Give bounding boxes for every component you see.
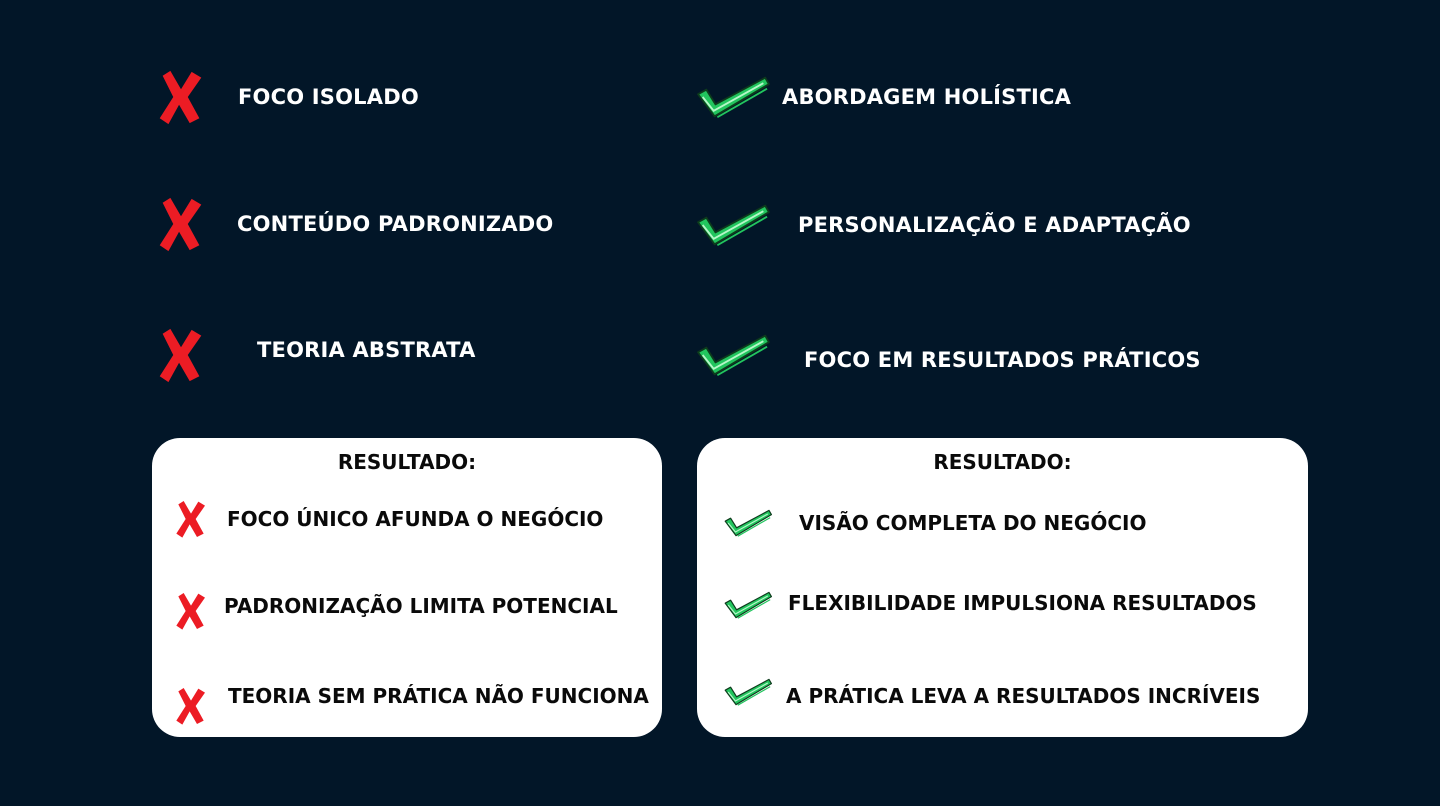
right-item-3 [692, 332, 1201, 378]
right-result-label: FLEXIBILIDADE IMPULSIONA RESULTADOS [788, 591, 1257, 615]
left-item-1 [156, 68, 419, 126]
left-result-item-1 [174, 499, 603, 539]
red-cross-icon [174, 591, 208, 631]
green-check-icon [721, 590, 775, 620]
left-result-label: TEORIA SEM PRÁTICA NÃO FUNCIONA [228, 684, 649, 708]
right-result-label: A PRÁTICA LEVA A RESULTADOS INCRÍVEIS [786, 684, 1261, 708]
left-result-title: RESULTADO: [337, 450, 477, 474]
left-result-item-2 [174, 591, 618, 631]
right-result-title: RESULTADO: [933, 450, 1072, 474]
red-cross-icon [156, 68, 206, 126]
red-cross-icon [174, 686, 208, 726]
left-result-card [152, 438, 662, 737]
left-item-label: TEORIA ABSTRATA [257, 338, 476, 362]
right-result-item-1 [721, 508, 1146, 538]
red-cross-icon [174, 499, 208, 539]
right-result-item-3 [721, 676, 1260, 708]
left-result-item-3 [174, 686, 649, 726]
left-item-label: FOCO ISOLADO [238, 85, 419, 109]
left-item-2 [156, 195, 553, 253]
red-cross-icon [156, 195, 206, 253]
left-item-3 [156, 326, 476, 384]
right-item-label: FOCO EM RESULTADOS PRÁTICOS [804, 348, 1201, 372]
right-item-1 [692, 74, 1071, 120]
right-item-2 [692, 202, 1191, 248]
left-item-label: CONTEÚDO PADRONIZADO [237, 212, 554, 236]
right-result-card [697, 438, 1308, 737]
green-check-icon [692, 332, 774, 378]
green-check-icon [692, 74, 774, 120]
right-item-label: ABORDAGEM HOLÍSTICA [782, 85, 1072, 109]
right-item-label: PERSONALIZAÇÃO E ADAPTAÇÃO [798, 213, 1191, 237]
red-cross-icon [156, 326, 206, 384]
green-check-icon [721, 677, 775, 707]
green-check-icon [692, 202, 774, 248]
green-check-icon [721, 508, 775, 538]
right-result-item-2 [721, 590, 1257, 620]
left-result-label: FOCO ÚNICO AFUNDA O NEGÓCIO [227, 507, 604, 531]
left-result-label: PADRONIZAÇÃO LIMITA POTENCIAL [224, 594, 618, 618]
right-result-label: VISÃO COMPLETA DO NEGÓCIO [799, 511, 1147, 535]
